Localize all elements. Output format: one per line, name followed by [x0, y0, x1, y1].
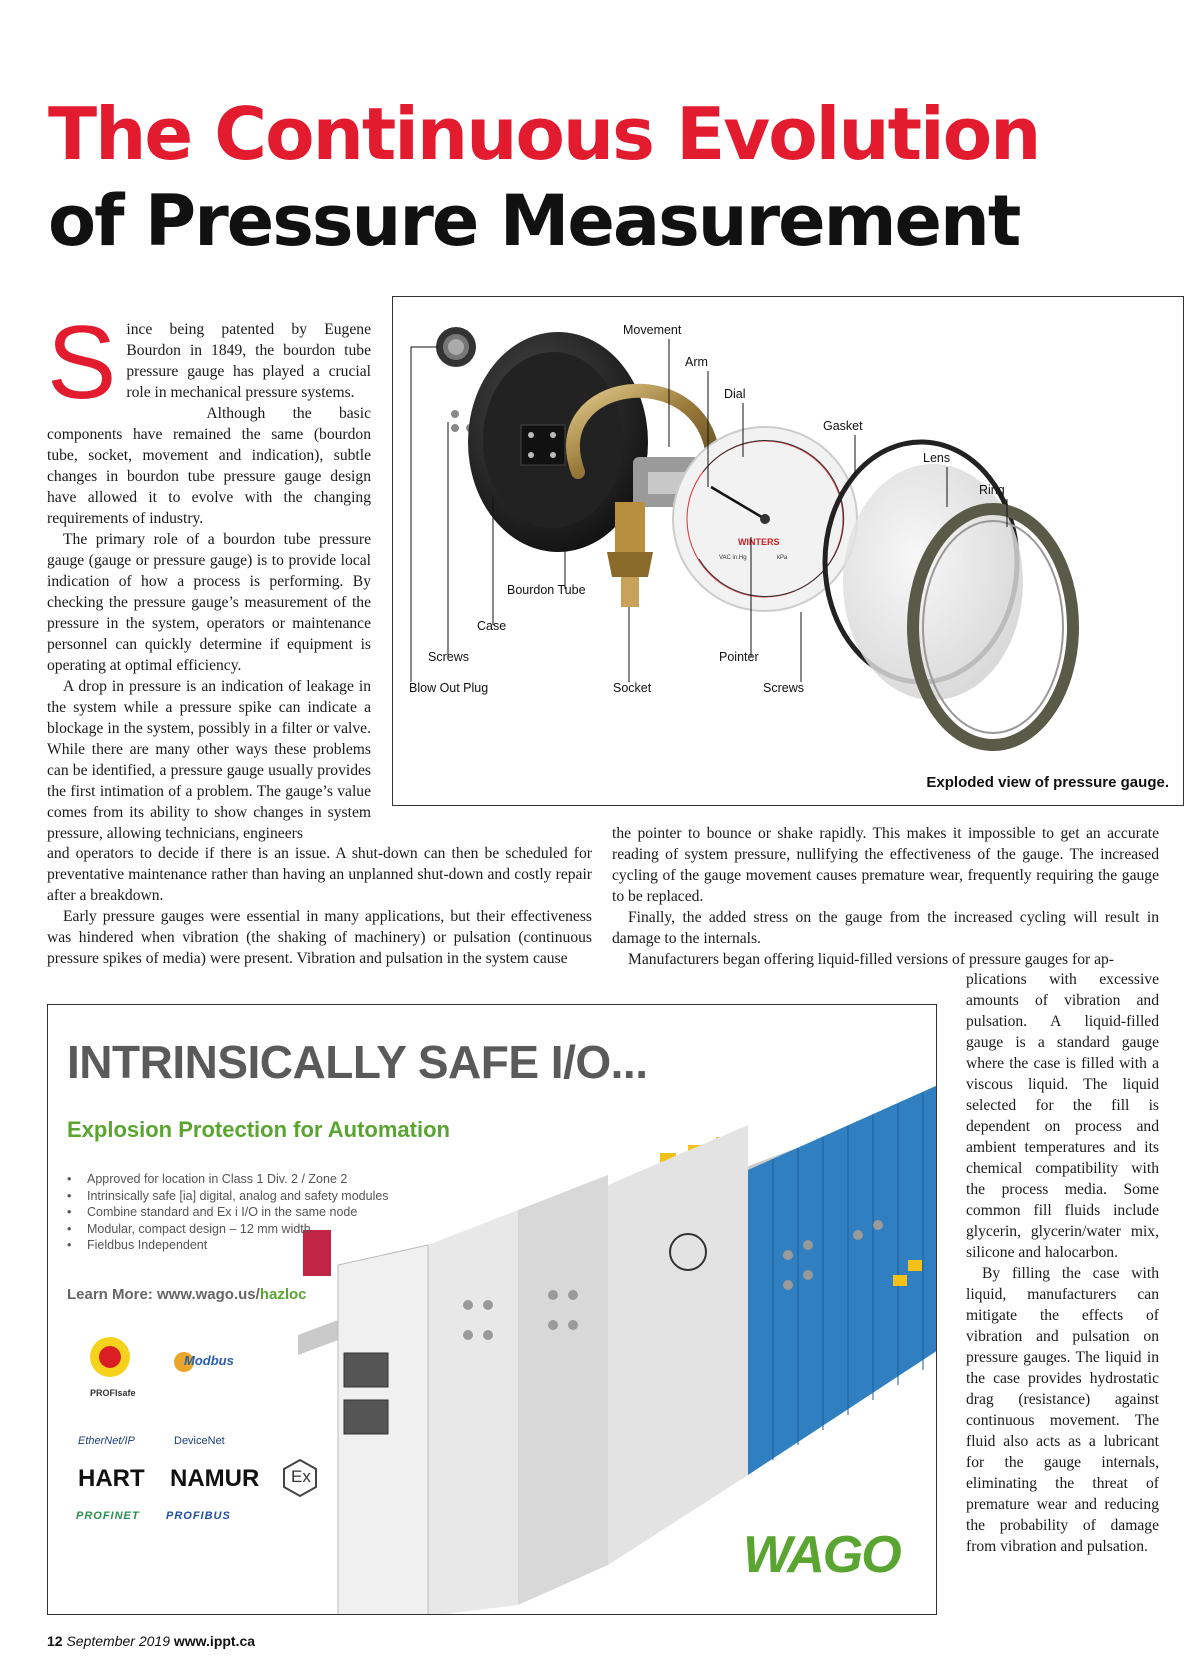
- profisafe-logo: PROFIsafe: [90, 1388, 136, 1398]
- ad-subhead: Explosion Protection for Automation: [67, 1117, 450, 1142]
- devicenet-logo: DeviceNet: [174, 1435, 225, 1447]
- wago-logo: WAGO: [743, 1526, 900, 1584]
- article-paragraph-4: A drop in pressure is an indication of leakage in the system while a pressure spike can indicate a blockage in the system, possibly in a filter or valve. While there are many other ways these problems can be identified, a pressure gauge usually provides the first intimation of a problem. The gauge’s value comes from its ability to show changes in system pressure, allowing technicians, engineers: [47, 678, 371, 842]
- ex-logo-icon: Ex: [291, 1467, 311, 1486]
- headline-line-1: The Continuous Evolution: [48, 92, 1040, 176]
- ad-bullet: • Approved for location in Class 1 Div. 2 / Zone 2: [67, 1171, 389, 1188]
- ad-learn-more-link[interactable]: Learn More: www.wago.us/hazloc: [67, 1286, 307, 1303]
- ad-headline: INTRINSICALLY SAFE I/O...: [67, 1036, 648, 1088]
- article-column-right-top: [612, 823, 1159, 970]
- figure-caption: Exploded view of pressure gauge.: [926, 774, 1169, 791]
- page-number: 12: [47, 1633, 63, 1649]
- label-blow-out-plug: Blow Out Plug: [409, 681, 489, 695]
- gray-module-block: [608, 1125, 748, 1565]
- headline-line-2: of Pressure Measurement: [48, 180, 1020, 262]
- label-case: Case: [477, 619, 507, 633]
- svg-text:kPa: kPa: [777, 555, 788, 561]
- ethernetip-logo: EtherNet/IP: [78, 1435, 135, 1447]
- namur-logo: NAMUR: [170, 1465, 260, 1492]
- article-column-left-top: [47, 305, 371, 844]
- article-paragraph-7-continued: plications with excessive amounts of vibration and pulsation. A liquid-filled gauge is a standard gauge where the case is filled with a viscous liquid. The liquid selected for the fill is dependent on process and ambient temperatures and its chemical compatibility with the process media. Some common fill fluids include glycerin, glycerin/water mix, silicone and halocarbon.: [966, 971, 1159, 1261]
- label-socket: Socket: [613, 681, 652, 695]
- article-paragraph-2: Although the basic components have remained the same (bourdon tube, socket, movement and indication), subtle changes in bourdon tube pressure gauge design have allowed it to evolve with the changing requirements of industry.: [47, 405, 371, 527]
- article-paragraph-8: By filling the case with liquid, manufacturers can mitigate the effects of vibration and pulsation on pressure gauges. The liquid in the case provides hydrostatic drag (resistance) against continuous movement. The fluid also acts as a lubricant for the gauge internals, eliminating the threat of premature wear and reducing the probability of damage from vibration and pulsation.: [966, 1265, 1159, 1555]
- label-screws-left: Screws: [428, 650, 469, 664]
- hart-logo: HART: [78, 1465, 145, 1492]
- label-arm: Arm: [685, 355, 708, 369]
- article-column-right-narrow: [966, 969, 1159, 1557]
- article-paragraph-1: ince being patented by Eugene Bourdon in 1849, the bourdon tube pressure gauge has played a crucial role in mechanical pressure systems.: [126, 321, 371, 401]
- label-gasket: Gasket: [823, 419, 863, 433]
- label-lens: Lens: [923, 451, 951, 465]
- profinet-logo: PROFINET: [76, 1510, 140, 1522]
- ad-bullet: • Fieldbus Independent: [67, 1237, 389, 1254]
- issue-date: September 2019: [66, 1633, 170, 1649]
- article-paragraph-7: Manufacturers began offering liquid-filled versions of pressure gauges for ap-: [628, 951, 1114, 968]
- label-screws-right: Screws: [763, 681, 804, 695]
- article-paragraph-3: The primary role of a bourdon tube pressure gauge (gauge or pressure gauge) is to provide local indication of how a process is performing. By checking the pressure gauge’s measurement of the pressure in the system, operators or maintenance personnel can quickly determine if equipment is operating at optimal efficiency.: [47, 531, 371, 674]
- wago-advertisement[interactable]: [47, 1004, 937, 1615]
- ad-bullet: • Intrinsically safe [ia] digital, analog and safety modules: [67, 1188, 389, 1205]
- label-bourdon-tube: Bourdon Tube: [507, 583, 586, 597]
- label-pointer: Pointer: [719, 650, 759, 664]
- page-footer: [47, 1633, 255, 1649]
- ad-bullet: • Combine standard and Ex i I/O in the same node: [67, 1204, 389, 1221]
- lens-shape: [843, 464, 1023, 700]
- modbus-logo: Modbus: [184, 1353, 234, 1368]
- article-column-left-bottom: [47, 843, 592, 969]
- exploded-gauge-illustration: [393, 297, 1185, 807]
- exploded-view-figure: [392, 296, 1184, 806]
- svg-text:VAC in.Hg: VAC in.Hg: [719, 555, 747, 561]
- screw-shape: [451, 410, 459, 418]
- io-system-illustration: [48, 1005, 937, 1615]
- blue-module-block: [748, 1085, 937, 1475]
- article-paragraph-5: Early pressure gauges were essential in many applications, but their effectiveness was hindered when vibration (the shaking of machinery) or pulsation (continuous pressure spikes of media) were present. Vibration and pulsation in the system cause: [47, 908, 592, 967]
- label-ring: Ring: [979, 483, 1005, 497]
- profibus-logo: PROFIBUS: [166, 1510, 231, 1522]
- ad-bullet-list: [67, 1171, 389, 1254]
- svg-text:WINTERS: WINTERS: [738, 537, 780, 547]
- label-dial: Dial: [724, 387, 746, 401]
- article-paragraph-4-continued: and operators to decide if there is an issue. A shut-down can then be scheduled for preventative maintenance rather than having an unplanned shut-down and costly repair after a breakdown.: [47, 845, 592, 904]
- ad-bullet: • Modular, compact design – 12 mm width: [67, 1221, 389, 1238]
- label-movement: Movement: [623, 323, 682, 337]
- article-paragraph-6: Finally, the added stress on the gauge from the increased cycling will result in damage to the internals.: [612, 909, 1159, 947]
- article-paragraph-5-continued: the pointer to bounce or shake rapidly. This makes it impossible to get an accurate reading of system pressure, nullifying the effectiveness of the gauge. The increased cycling of the gauge movement causes premature wear, frequently requiring the gauge to be replaced.: [612, 825, 1159, 905]
- footer-url: www.ippt.ca: [173, 1633, 256, 1649]
- drop-cap: S: [47, 305, 117, 421]
